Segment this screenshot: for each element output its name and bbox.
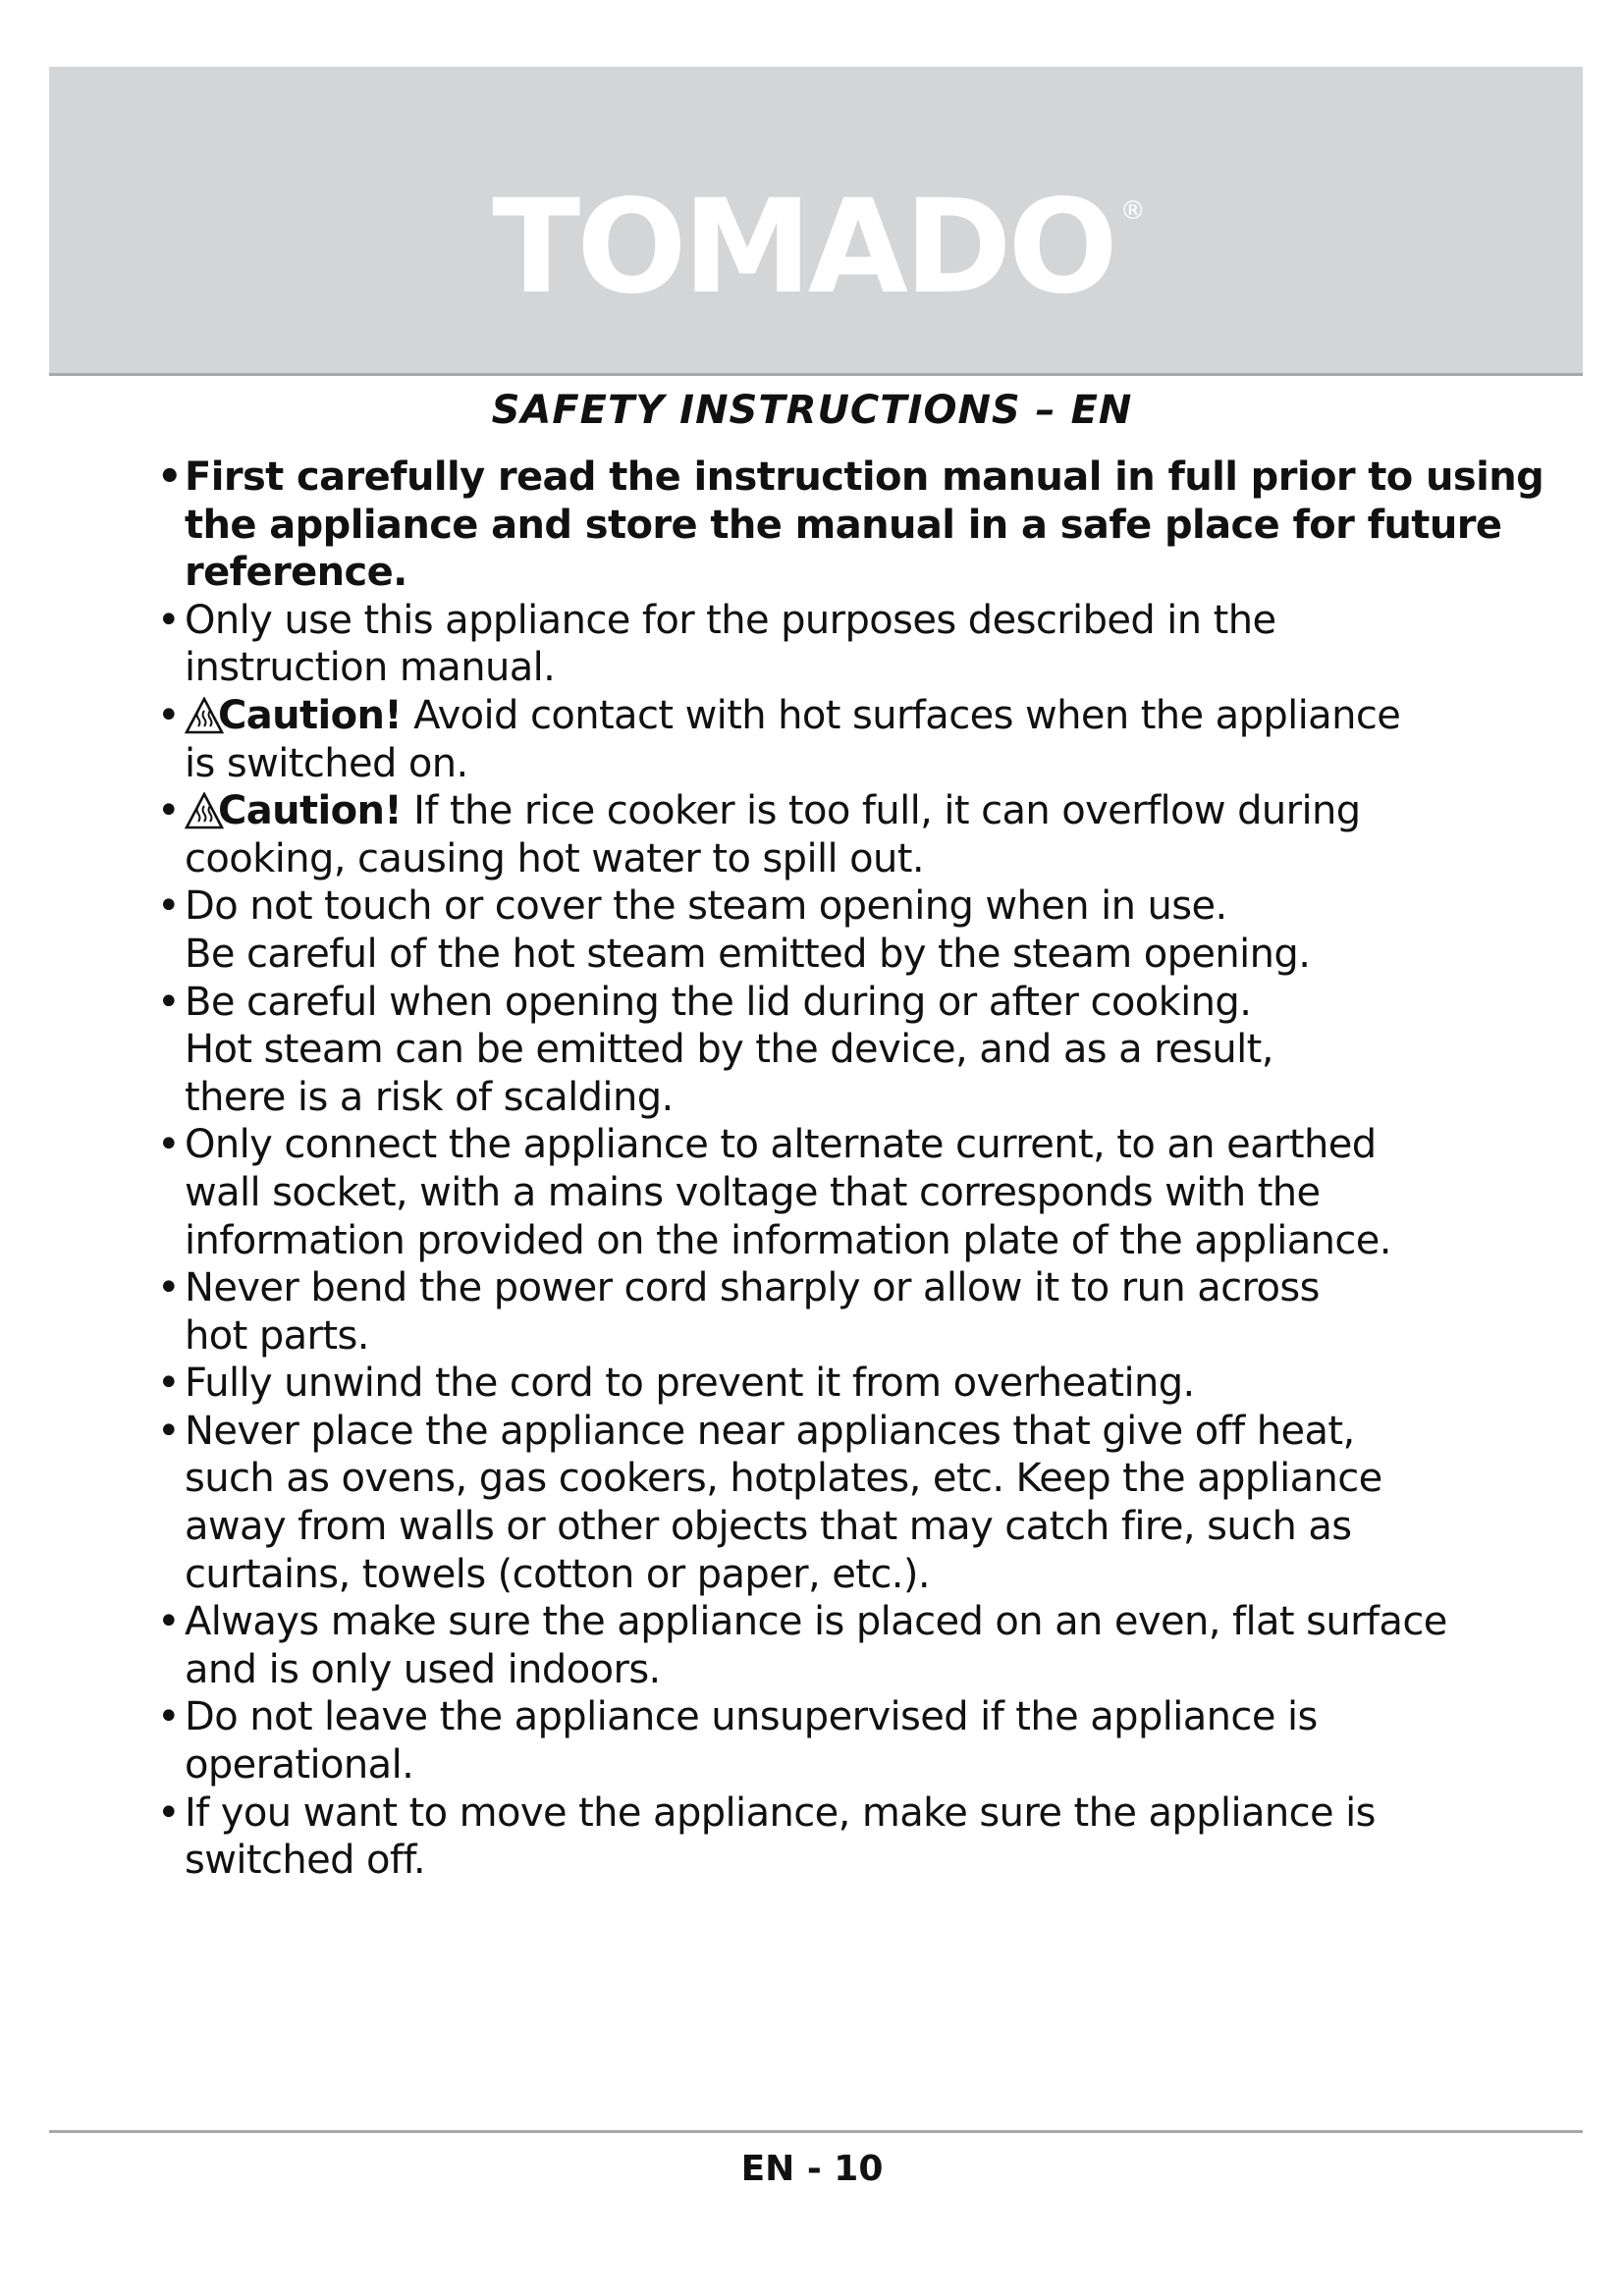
instruction-line: cooking, causing hot water to spill out. xyxy=(185,835,924,881)
instruction-line: there is a risk of scalding. xyxy=(185,1074,674,1120)
bullet: • xyxy=(157,1408,180,1454)
instruction-line: Always make sure the appliance is placed on an even, flat surface xyxy=(185,1599,1447,1645)
instruction-line: the appliance and store the manual in a safe place for future xyxy=(185,502,1502,548)
instruction-item-13 xyxy=(157,1789,1473,1885)
instruction-item-5 xyxy=(157,882,1473,978)
instruction-item-7 xyxy=(157,1121,1473,1264)
header-band xyxy=(49,67,1583,376)
instruction-line: is switched on. xyxy=(185,740,468,786)
instruction-item-3 xyxy=(157,692,1473,787)
instruction-item-2 xyxy=(157,597,1473,692)
bullet: • xyxy=(157,883,180,930)
instruction-item-11 xyxy=(157,1598,1473,1693)
instruction-line: instruction manual. xyxy=(185,645,556,691)
instruction-line: away from walls or other objects that may catch fire, such as xyxy=(185,1504,1352,1550)
instruction-item-4 xyxy=(157,787,1473,882)
instruction-line: reference. xyxy=(185,550,407,596)
page-number: EN - 10 xyxy=(740,2149,884,2189)
bullet: • xyxy=(157,979,180,1025)
bullet: • xyxy=(157,1361,180,1407)
bullet: • xyxy=(157,692,180,738)
instruction-line: Do not touch or cover the steam opening when in use. xyxy=(185,883,1227,930)
instruction-line: hot parts. xyxy=(185,1312,369,1359)
bullet: • xyxy=(157,788,180,834)
safety-instructions-list xyxy=(157,454,1544,1885)
instruction-line: such as ovens, gas cookers, hotplates, etc. Keep the appliance xyxy=(185,1456,1382,1502)
bullet: • xyxy=(157,1265,180,1311)
bullet: • xyxy=(157,1694,180,1740)
instruction-line: curtains, towels (cotton or paper, etc.). xyxy=(185,1551,930,1597)
page-title: SAFETY INSTRUCTIONS – EN xyxy=(491,388,1133,433)
instruction-line: Be careful when opening the lid during or after cooking. xyxy=(185,979,1252,1025)
bullet: • xyxy=(157,597,180,643)
footer-divider xyxy=(49,2130,1583,2133)
instruction-line: Only connect the appliance to alternate current, to an earthed xyxy=(185,1122,1377,1168)
instruction-line: Do not leave the appliance unsupervised if the appliance is xyxy=(185,1694,1318,1740)
instruction-item-8 xyxy=(157,1264,1473,1360)
instruction-line: Be careful of the hot steam emitted by the steam opening. xyxy=(185,931,1311,977)
instruction-line: information provided on the information plate of the appliance. xyxy=(185,1217,1391,1263)
instruction-item-12 xyxy=(157,1693,1473,1789)
caution-label: Caution! xyxy=(218,788,403,834)
tomado-logo xyxy=(49,172,1583,323)
instruction-line: Only use this appliance for the purposes described in the xyxy=(185,597,1276,643)
brand-name: TOMADO xyxy=(492,172,1114,323)
instruction-line: switched off. xyxy=(185,1838,426,1884)
instruction-line: If you want to move the appliance, make sure the appliance is xyxy=(185,1789,1376,1836)
bullet: • xyxy=(157,1122,180,1168)
instruction-line: and is only used indoors. xyxy=(185,1646,661,1692)
instruction-text: If the rice cooker is too full, it can overflow during xyxy=(402,788,1361,834)
instruction-line: Never bend the power cord sharply or allow it to run across xyxy=(185,1265,1320,1311)
instruction-line: operational. xyxy=(185,1742,414,1789)
bullet: • xyxy=(157,454,182,500)
registered-mark: ® xyxy=(1119,196,1146,226)
instruction-text: Avoid contact with hot surfaces when the appliance xyxy=(402,692,1401,738)
instruction-line: First carefully read the instruction manual in full prior to using xyxy=(185,454,1544,500)
instruction-line: Fully unwind the cord to prevent it from overheating. xyxy=(185,1361,1195,1407)
instruction-line xyxy=(185,787,1473,835)
instruction-line: wall socket, with a mains voltage that corresponds with the xyxy=(185,1169,1321,1215)
instruction-line: Never place the appliance near appliances that give off heat, xyxy=(185,1408,1355,1454)
instruction-item-10 xyxy=(157,1408,1473,1598)
instruction-line: Hot steam can be emitted by the device, and as a result, xyxy=(185,1027,1273,1073)
instruction-line xyxy=(185,692,1473,740)
caution-label: Caution! xyxy=(218,692,403,738)
instruction-item-6 xyxy=(157,979,1473,1122)
bullet: • xyxy=(157,1789,180,1836)
instruction-item-1 xyxy=(157,454,1544,597)
bullet: • xyxy=(157,1599,180,1645)
instruction-item-9 xyxy=(157,1360,1473,1408)
